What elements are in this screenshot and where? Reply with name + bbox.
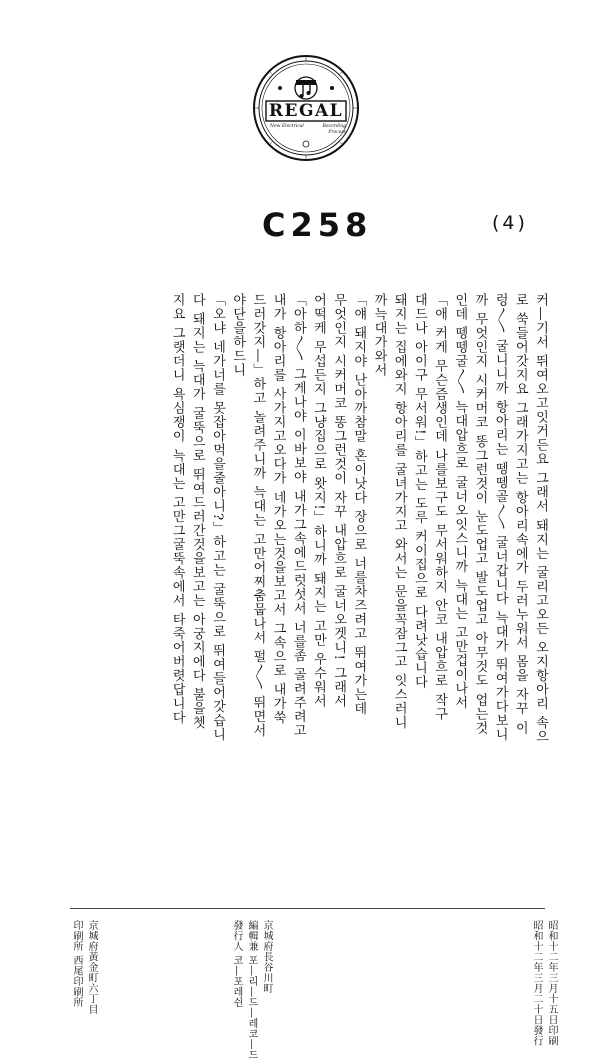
publisher-address: 京城府長谷川町 xyxy=(261,920,272,994)
colophon xyxy=(70,920,557,1060)
text-column: 내가 항아리를 사가지고오다가 네가오는것을보고서 그속으로 내가쑥 xyxy=(270,293,286,725)
text-column: 지요 그랫더니 욕심쟁이 늑대는 고만그굴뚝속에서 타죽어버렷답니다 xyxy=(169,293,185,725)
text-column: 까늑대가와서 xyxy=(371,293,387,377)
text-column: 인데 뗑뗑굴〳〵 늑대압흐로 굴너오잇스니까 늑대는 고만겁이나서 xyxy=(452,293,468,710)
text-column: 돼지는 집에와지 항아리를 굴녀가지고 와서는 문을꼭잠그고 잇스러니 xyxy=(391,293,407,730)
print-date: 昭和十二年三月十五日印刷 xyxy=(546,920,557,1046)
publisher-issuer: 發行人 코―포레쉰 xyxy=(231,920,242,1008)
publisher-editor: 編輯兼 포―리―드―레코―드 xyxy=(246,920,257,1060)
colophon-printer xyxy=(70,920,97,1015)
text-column: 렁〳〵 굴니니까 항아리는 뗑뗑골〳〵 굴너갑니다 늑대가 뛰여가다보니 xyxy=(492,293,508,742)
text-column: 어떡케 무섭든지 그냥집으로 왓지!」하니까 돼지는 고만 우수워서 xyxy=(310,293,326,709)
text-column: 야단을하드니 xyxy=(230,293,246,377)
colophon-publisher xyxy=(230,920,272,1060)
logo-brand: REGAL xyxy=(268,101,344,121)
text-column: 「오냐 네가너를 못잡아먹을줄아니?」하고는 굴뚝으로 뛰여들어갓습니 xyxy=(210,293,225,742)
logo-subtitle-left: New Electrical xyxy=(270,124,304,129)
text-column: 「애 커게 무슨즘생인데 나를보구도 무서워하지 안코 내압흐로 작구 xyxy=(432,293,448,721)
page-number: (4) xyxy=(492,212,528,234)
printer-address: 京城府黃金町六丁目 xyxy=(86,920,97,1015)
colophon-dates xyxy=(530,920,557,1046)
text-column: 대드나 아이구 무서워!」하고는 도루 커이집으로 다려낫습니다 xyxy=(411,293,427,689)
colophon-divider xyxy=(70,908,545,909)
text-column: 다 돼지는 늑대가 굴뚝으로 뛰여드러간것을보고는 아궁지에다 불을쳇 xyxy=(189,293,205,730)
text-column: 드러갓지―」하고 놀려주니까 늑대는 고만어찌춤뭅나서 펄〳〵 뛰면서 xyxy=(250,293,266,738)
text-column: 「얘 돼지야 난아까참말 혼이낫다 장으로 너를차즈려고 뛰여가는데 xyxy=(351,293,367,716)
text-column: 로 쑥들어갓지요 그래가지고는 항아리속에가 두러누워서 몸을 자꾸 이 xyxy=(512,293,528,735)
publish-date: 昭和十二年三月二十日發行 xyxy=(531,920,542,1046)
story-text xyxy=(168,293,549,853)
text-column: 까 무엇인지 시커머코 똥그런것이 눈도업고 발도업고 아무것도 업는것 xyxy=(472,293,488,735)
logo-subtitle-right: Recording Process xyxy=(322,124,346,135)
text-column: 무엇인지 시커머코 똥그런것이 자꾸 내압흐로 굴너오겟니! 그래서 xyxy=(331,293,347,709)
text-column: 커―기서 뛰여오고잇거든요 그래서 돼지는 굴리고오든 오지항아리 속으 xyxy=(533,293,548,744)
text-column: 「아하〳〵 그게나야 이바보야 내가그속에드럿섯서 너를좀 골려주려고 xyxy=(290,293,306,738)
printer-name: 印刷所 西尾印刷所 xyxy=(71,920,82,1008)
catalog-number: C258 xyxy=(262,206,373,244)
